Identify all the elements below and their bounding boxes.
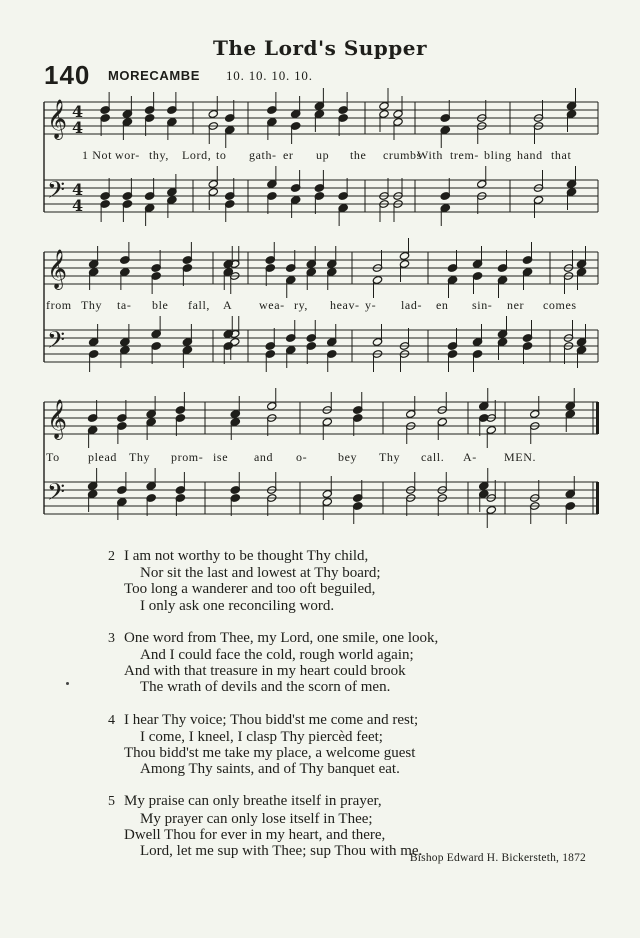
lyric-syllable: Thy <box>129 450 151 464</box>
lyric-syllable: wor- <box>115 148 140 162</box>
lyric-syllable: Lord, <box>182 148 212 162</box>
verse-number: 3 <box>108 630 115 646</box>
bass-clef: 𝄢 <box>47 326 66 359</box>
verse-line <box>108 793 608 810</box>
time-signature: 4 <box>72 118 84 137</box>
final-barline <box>596 482 599 514</box>
tune-name: MORECAMBE <box>108 68 201 83</box>
verse-line <box>108 548 608 565</box>
lyric-syllable: up <box>316 148 330 162</box>
lyric-syllable: sin- <box>472 298 493 312</box>
lyric-syllable: A- <box>463 450 477 464</box>
verse-3 <box>108 630 608 696</box>
author-attribution: Bishop Edward H. Bickersteth, 1872 <box>409 852 586 864</box>
verse-5 <box>108 793 608 859</box>
verse-2 <box>108 548 608 614</box>
verse-text: Nor sit the last and lowest at Thy board; <box>140 565 381 582</box>
verse-line <box>108 729 608 745</box>
lyric-syllable: en <box>436 298 449 312</box>
treble-clef: 𝄞 <box>47 249 68 289</box>
lyric-syllable: from <box>46 298 72 312</box>
verse-text: I only ask one reconciling word. <box>140 597 335 614</box>
treble-clef: 𝄞 <box>47 399 68 439</box>
lyric-syllable: ry, <box>294 298 309 312</box>
time-signature: 4 <box>72 180 84 199</box>
bass-clef: 𝄢 <box>47 478 66 511</box>
lyric-syllable: ble <box>152 298 169 312</box>
lyric-syllable: bling <box>484 148 512 162</box>
treble-clef: 𝄞 <box>47 99 68 139</box>
hymn-number: 140 <box>44 60 91 90</box>
lyric-syllable: A <box>223 298 233 312</box>
verse-text: Too long a wanderer and too oft beguiled, <box>124 581 376 598</box>
lyric-syllable: call. <box>421 450 445 464</box>
final-barline <box>596 402 599 434</box>
lyric-syllable: prom- <box>171 450 204 464</box>
verse-text: My praise can only breathe itself in prayer, <box>124 793 382 810</box>
verse-number: 2 <box>108 549 115 564</box>
lyric-syllable: er <box>283 148 294 162</box>
speck <box>66 682 69 685</box>
lyric-syllable: crumbs <box>383 148 422 162</box>
lyric-syllable: plead <box>88 450 117 464</box>
lyric-syllable: to <box>216 148 227 162</box>
lyric-syllable: gath- <box>249 148 277 162</box>
lyric-syllable: bey <box>338 450 358 464</box>
page-title: The Lord's Supper <box>212 36 428 60</box>
verse-number: 4 <box>108 712 115 728</box>
lyric-syllable: that <box>551 148 572 162</box>
verse-text: Among Thy saints, and of Thy banquet eat. <box>140 761 400 778</box>
lyric-syllable: 1 Not <box>82 148 112 162</box>
lyric-syllable: lad- <box>401 298 423 312</box>
lyric-syllable: To <box>46 450 60 464</box>
verse-text: The wrath of devils and the scorn of men. <box>140 679 391 696</box>
lyric-syllable: MEN. <box>504 450 537 464</box>
lyric-syllable: hand <box>517 148 543 162</box>
verse-text: My prayer can only lose itself in Thee; <box>140 810 373 827</box>
lyric-syllable: y- <box>365 298 377 312</box>
lyric-syllable: fall, <box>188 298 210 312</box>
verse-line <box>108 630 608 647</box>
verse-text: One word from Thee, my Lord, one smile, one look, <box>124 629 439 646</box>
verse-line <box>108 565 608 581</box>
verse-line <box>108 712 608 729</box>
lyric-syllable: and <box>254 450 274 464</box>
lyric-syllable: o- <box>296 450 308 464</box>
verse-text: Lord, let me sup with Thee; sup Thou with me. <box>140 843 423 860</box>
time-signature: 4 <box>72 102 84 121</box>
verse-line <box>108 647 608 663</box>
verse-text: Dwell Thou for ever in my heart, and there, <box>124 826 386 843</box>
verse-line <box>108 761 608 777</box>
verse-4 <box>108 712 608 778</box>
verse-line <box>108 598 608 614</box>
bass-clef: 𝄢 <box>47 176 66 209</box>
verse-number: 5 <box>108 794 115 810</box>
verse-line <box>108 745 608 761</box>
verses <box>108 548 608 875</box>
verse-line <box>108 811 608 827</box>
verse-text: And with that treasure in my heart could brook <box>124 663 406 680</box>
verse-text: I come, I kneel, I clasp Thy piercèd feet; <box>140 728 383 745</box>
lyric-syllable: Thy <box>379 450 401 464</box>
verse-text: And I could face the cold, rough world again; <box>140 647 414 664</box>
lyric-syllable: thy, <box>149 148 169 162</box>
time-signature: 4 <box>72 196 84 215</box>
lyric-syllable: With <box>417 148 443 162</box>
lyric-syllable: heav- <box>330 298 360 312</box>
lyric-syllable: ner <box>507 298 525 312</box>
verse-text: Thou bidd'st me take my place, a welcome guest <box>124 745 416 762</box>
lyric-syllable: the <box>350 148 367 162</box>
verse-text: I am not worthy to be thought Thy child, <box>124 548 369 564</box>
lyric-syllable: trem- <box>450 148 479 162</box>
verse-line <box>108 679 608 695</box>
lyric-syllable: ise <box>213 450 229 464</box>
verse-line <box>108 827 608 843</box>
verse-line <box>108 663 608 679</box>
meter: 10. 10. 10. 10. <box>226 68 313 83</box>
lyric-syllable: ta- <box>117 298 132 312</box>
verse-text: I hear Thy voice; Thou bidd'st me come and rest; <box>124 711 419 728</box>
lyric-syllable: wea- <box>259 298 285 312</box>
lyric-syllable: comes <box>543 298 577 312</box>
verse-line <box>108 581 608 597</box>
lyric-syllable: Thy <box>81 298 103 312</box>
